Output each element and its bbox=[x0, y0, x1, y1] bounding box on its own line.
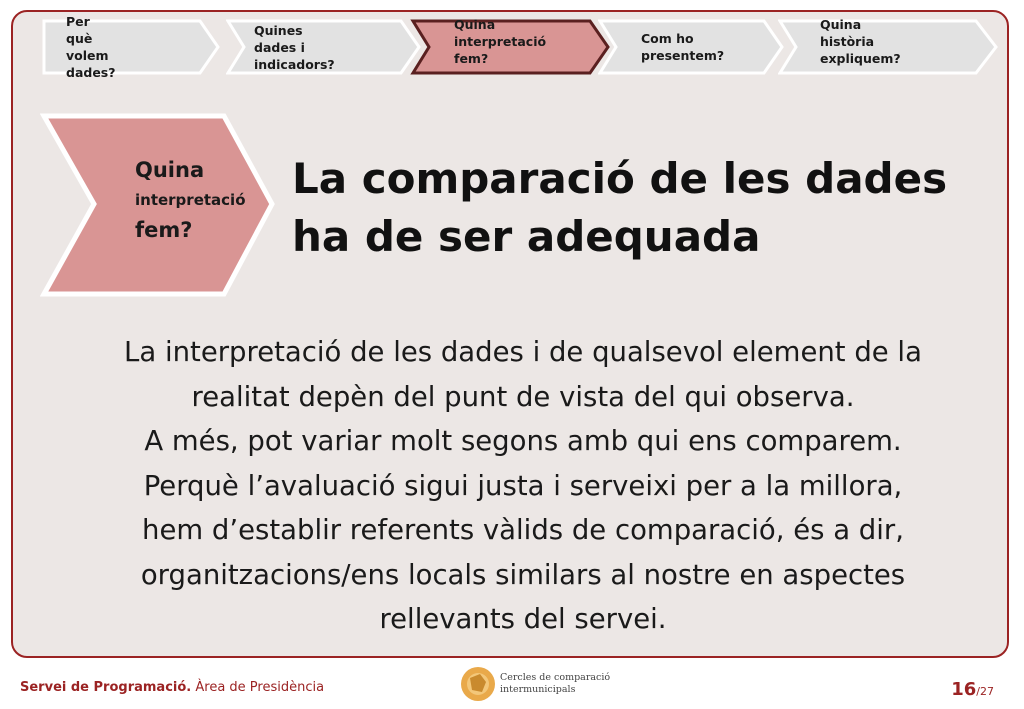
nav-step-label: Quina interpretació fem? bbox=[454, 16, 547, 66]
logo-text: Cercles de comparació intermunicipals bbox=[500, 672, 611, 695]
page-current: 16 bbox=[951, 679, 977, 700]
footer-service-name: Servei de Programació. bbox=[20, 680, 192, 695]
nav-step-label: Com ho presentem? bbox=[641, 31, 725, 63]
page-number bbox=[951, 679, 994, 700]
slide-body: La interpretació de les dades i de qualsevol element de la realitat depèn del punt de vista del qui observa. A més, pot variar molt segons amb qui ens comparem. Perquè l’avaluació sigui justa i serveixi per a la millora, hem d’establir referents vàlids de comparació, és a dir, organitzacions/ens locals similars al nostre en aspectes rellevants del servei. bbox=[124, 336, 922, 635]
section-label-line1: Quina bbox=[135, 158, 205, 182]
section-label-line3: fem? bbox=[135, 218, 193, 242]
section-label bbox=[135, 155, 246, 245]
nav-step-label: Quines dades i indicadors? bbox=[254, 22, 335, 72]
footer-area: Àrea de Presidència bbox=[195, 680, 325, 695]
nav-step-label: Per què volem dades? bbox=[66, 14, 116, 80]
cercles-logo-icon bbox=[458, 664, 498, 704]
section-label-line2: interpretació bbox=[135, 191, 246, 209]
footer-service bbox=[20, 680, 324, 695]
page-total: /27 bbox=[976, 685, 994, 698]
nav-step-label: Quina història expliquem? bbox=[820, 16, 901, 66]
slide-title: La comparació de les dades ha de ser adequada bbox=[292, 154, 948, 261]
